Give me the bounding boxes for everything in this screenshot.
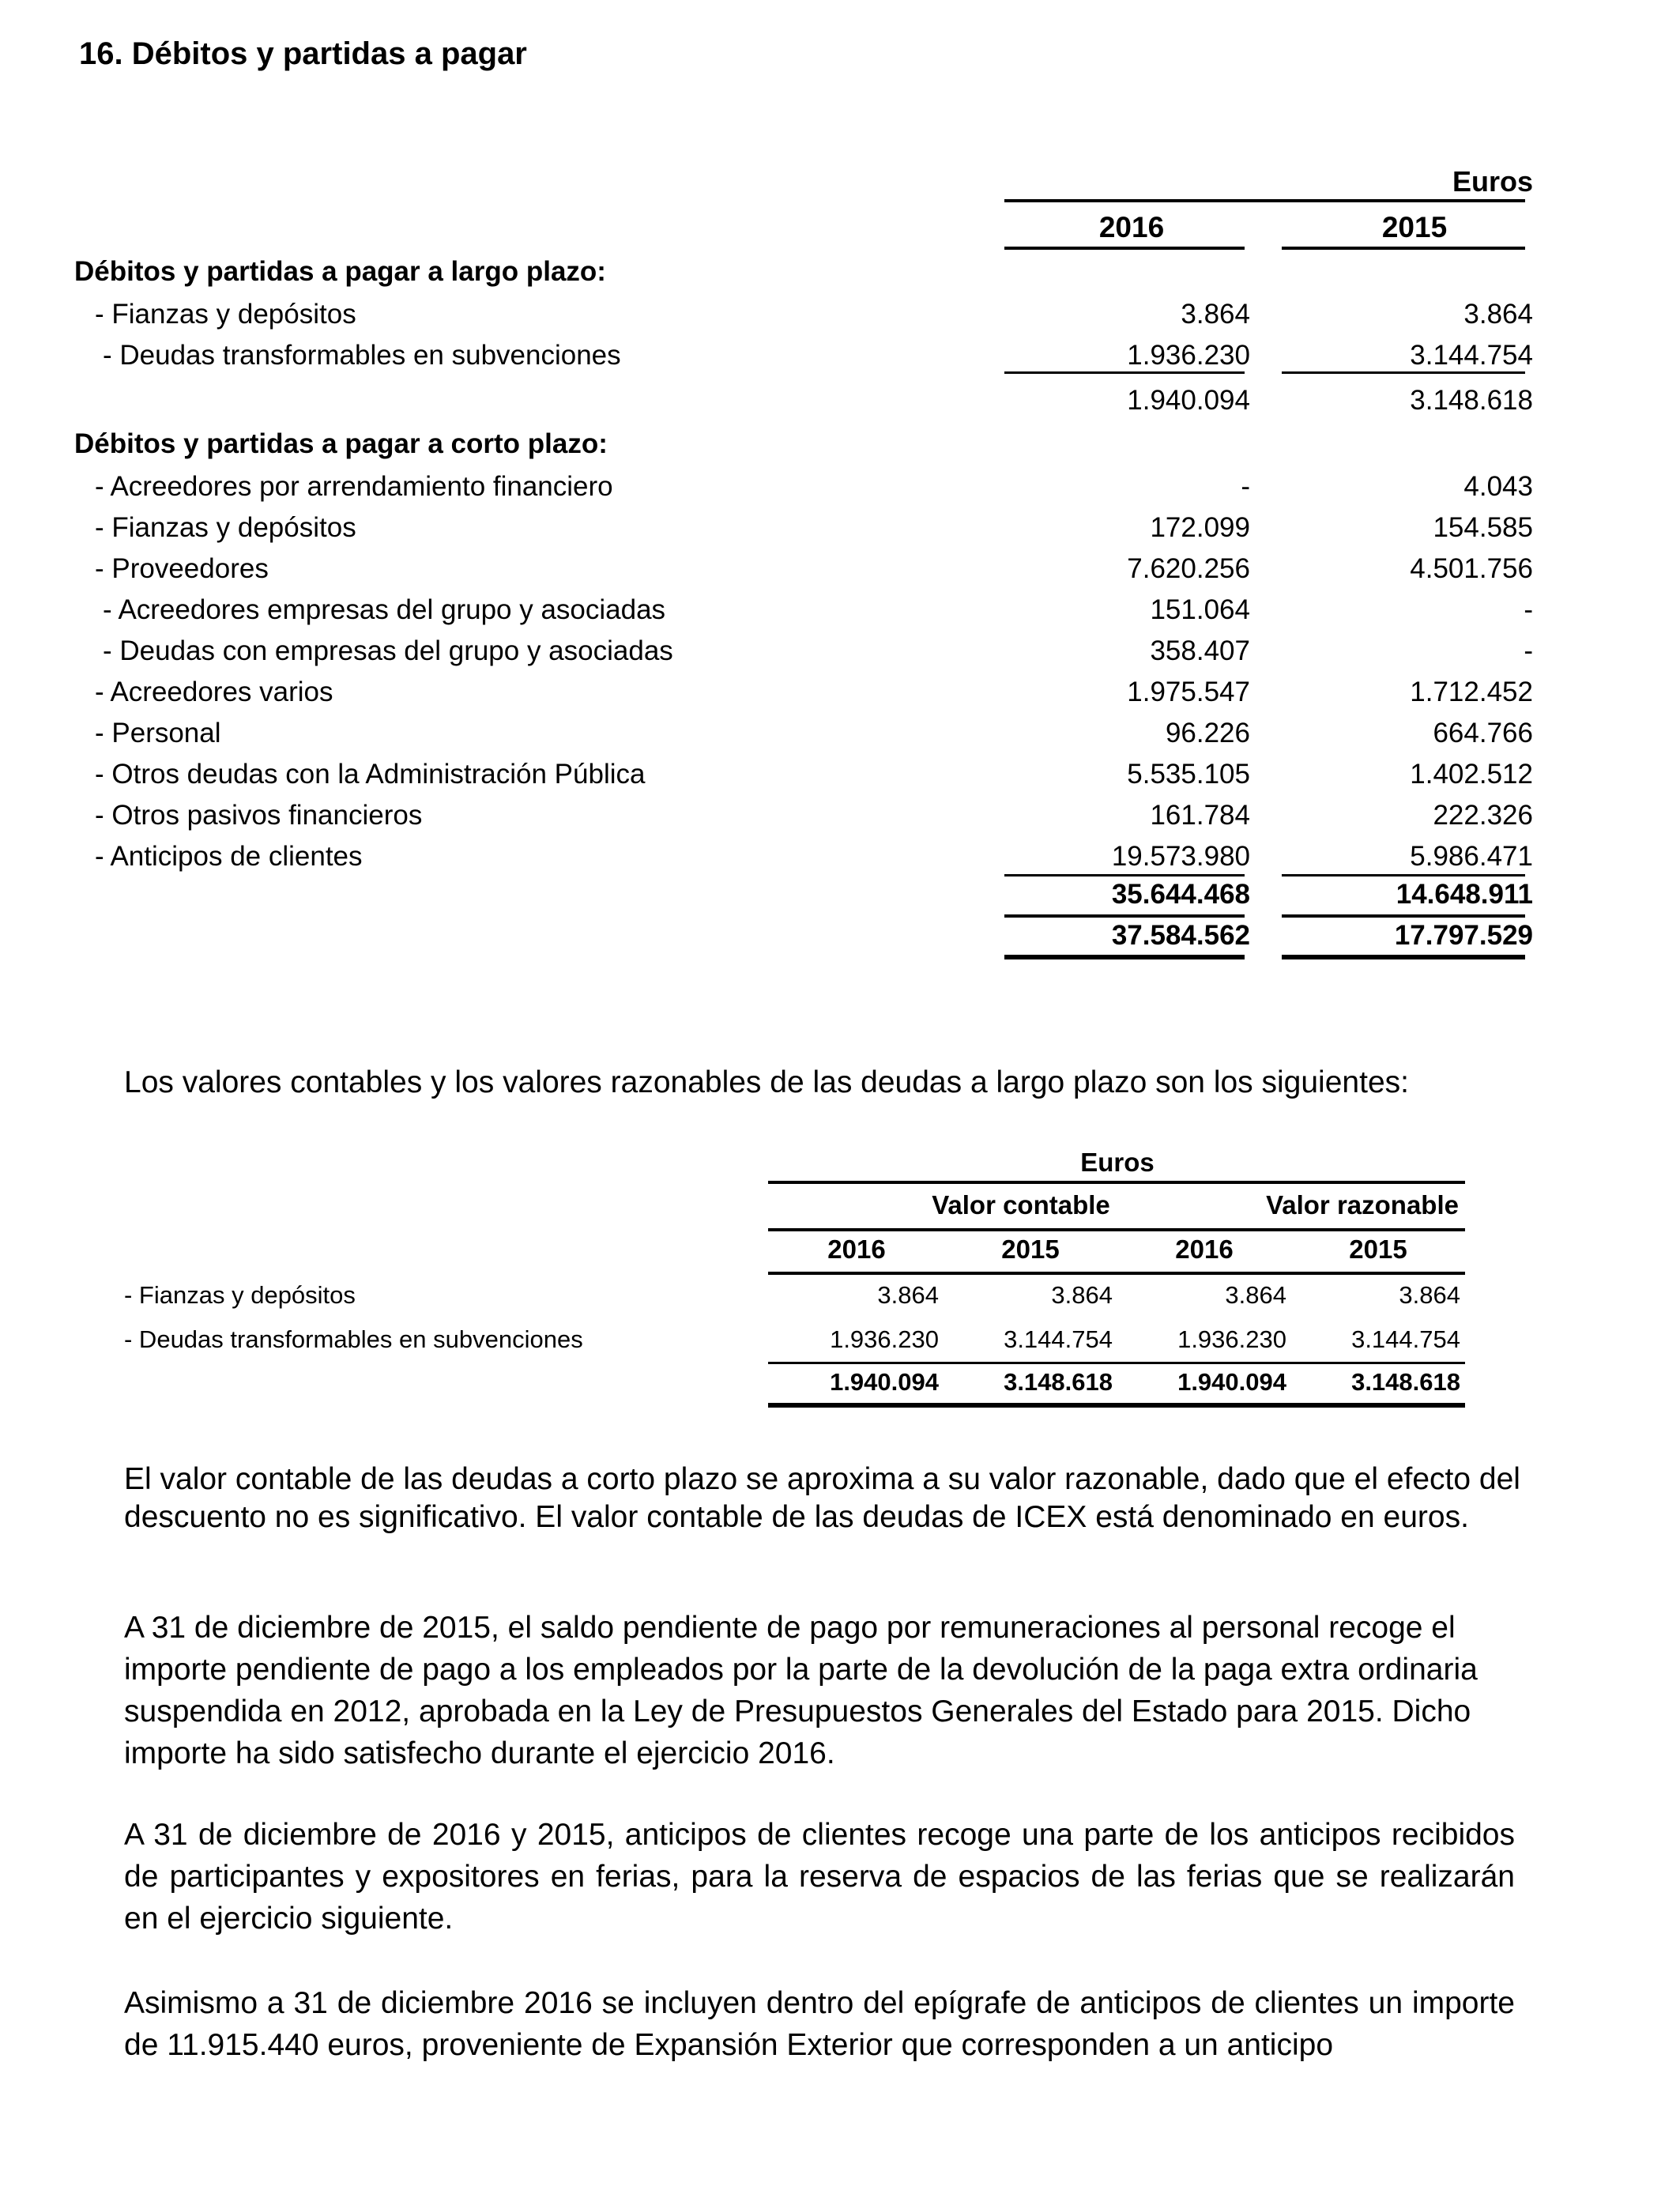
year-header: 2016	[827, 1235, 886, 1264]
paragraph-text: Asimismo a 31 de diciembre 2016 se incluyen dentro del epígrafe de anticipos de clientes un importe de 11.915.440 euros, proveniente de Expansión Exterior que corresponden a un anticipo	[124, 1986, 1515, 2062]
total-rule	[768, 1362, 1465, 1364]
total-double-rule-2016	[1004, 955, 1245, 959]
cell-2016: 5.535.105	[1127, 759, 1250, 790]
paragraph-text: A 31 de diciembre de 2015, el saldo pendiente de pago por remuneraciones al personal recoge el importe pendiente de pago a los empleados por la parte de la devolución de la paga extra ordinaria suspendida en 2012, aprobada en la Ley de Presupuestos Generales del Estado para 2015. Dicho importe ha sido satisfecho durante el ejercicio 2016.	[124, 1611, 1478, 1770]
cell-2016: 1.936.230	[1127, 340, 1250, 371]
year-header: 2015	[1001, 1235, 1060, 1264]
row-label: - Fianzas y depósitos	[95, 299, 356, 330]
paragraph-text: El valor contable de las deudas a corto plazo se aproxima a su valor razonable, dado que el efecto del descuento no es significativo. El valor contable de las deudas de ICEX está denominado en euros.	[124, 1462, 1520, 1534]
cell-2016: -	[1241, 471, 1250, 502]
year-header-2015: 2015	[1381, 211, 1448, 243]
cell-2016: 172.099	[1150, 512, 1250, 543]
row-label: - Anticipos de clientes	[95, 841, 363, 872]
cell-value: 3.864	[1399, 1281, 1460, 1309]
row-label: - Acreedores varios	[95, 677, 333, 707]
grand-total-2015: 17.797.529	[1394, 920, 1533, 951]
year-rule-2015	[1282, 247, 1525, 250]
section-title: 16. Débitos y partidas a pagar	[79, 36, 527, 71]
cell-2015: 3.864	[1463, 299, 1533, 330]
cell-2016: 1.975.547	[1127, 677, 1250, 707]
paragraph-asimismo	[124, 1982, 1515, 2066]
cell-2016: 151.064	[1150, 594, 1250, 625]
cell-value: 3.864	[1225, 1281, 1286, 1309]
long-term-heading: Débitos y partidas a pagar a largo plazo:	[74, 256, 606, 287]
row-label: - Acreedores por arrendamiento financiero	[95, 471, 613, 502]
cell-2015: 1.712.452	[1410, 677, 1533, 707]
total-value: 3.148.618	[1351, 1368, 1460, 1396]
row-label: - Acreedores empresas del grupo y asociadas	[103, 594, 666, 625]
cell-2015: 4.501.756	[1410, 553, 1533, 584]
total-double-rule-2015	[1282, 955, 1525, 959]
cell-value: 1.936.230	[830, 1325, 939, 1353]
paragraph-anticipos	[124, 1814, 1515, 1940]
row-label: - Fianzas y depósitos	[124, 1281, 356, 1309]
cell-2015: 664.766	[1433, 718, 1533, 748]
cell-2016: 161.784	[1150, 800, 1250, 831]
year-header-2016: 2016	[1098, 211, 1165, 243]
year-rule	[768, 1272, 1465, 1275]
cell-2015: 3.144.754	[1410, 340, 1533, 371]
year-header: 2015	[1349, 1235, 1407, 1264]
group-header-valor-contable: Valor contable	[932, 1190, 1110, 1220]
total-value: 3.148.618	[1004, 1368, 1113, 1396]
long-term-subtotal-2015: 3.148.618	[1410, 385, 1533, 416]
row-label: - Deudas transformables en subvenciones	[103, 340, 621, 371]
total-double-rule	[768, 1403, 1465, 1408]
cell-2015: 154.585	[1433, 512, 1533, 543]
year-rule-2016	[1004, 247, 1245, 250]
row-label: - Personal	[95, 718, 221, 748]
row-label: - Fianzas y depósitos	[95, 512, 356, 543]
cell-2016: 358.407	[1150, 635, 1250, 666]
cell-value: 3.144.754	[1004, 1325, 1113, 1353]
cell-2016: 7.620.256	[1127, 553, 1250, 584]
cell-2016: 3.864	[1181, 299, 1250, 330]
cell-2016: 19.573.980	[1111, 841, 1250, 872]
short-term-heading: Débitos y partidas a pagar a corto plazo:	[74, 428, 608, 459]
row-label: - Deudas con empresas del grupo y asociadas	[103, 635, 673, 666]
year-header: 2016	[1175, 1235, 1234, 1264]
currency-header: Euros	[1080, 1148, 1155, 1177]
header-rule	[768, 1181, 1465, 1184]
paragraph-remuneraciones	[124, 1607, 1539, 1774]
grand-total-2016: 37.584.562	[1111, 920, 1250, 951]
row-label: - Otros pasivos financieros	[95, 800, 423, 831]
group-header-valor-razonable: Valor razonable	[1266, 1190, 1459, 1220]
header-rule	[1004, 199, 1525, 202]
cell-value: 1.936.230	[1177, 1325, 1286, 1353]
total-value: 1.940.094	[830, 1368, 939, 1396]
cell-2015: -	[1524, 635, 1533, 666]
currency-header: Euros	[1452, 165, 1533, 198]
paragraph-valor-contable	[124, 1461, 1539, 1536]
cell-2015: 1.402.512	[1410, 759, 1533, 790]
cell-2015: 222.326	[1433, 800, 1533, 831]
table2-intro: Los valores contables y los valores razonables de las deudas a largo plazo son los siguientes:	[124, 1065, 1409, 1099]
group-rule	[768, 1228, 1465, 1231]
row-label: - Proveedores	[95, 553, 269, 584]
short-term-subtotal-2015: 14.648.911	[1396, 879, 1533, 910]
cell-2015: 4.043	[1463, 471, 1533, 502]
total-value: 1.940.094	[1177, 1368, 1286, 1396]
short-term-subtotal-2016: 35.644.468	[1111, 879, 1250, 910]
cell-2016: 96.226	[1165, 718, 1250, 748]
row-label: - Otros deudas con la Administración Pública	[95, 759, 646, 790]
subtotal-rule-2015	[1282, 371, 1525, 374]
subtotal-rule-2016	[1004, 371, 1245, 374]
paragraph-text: A 31 de diciembre de 2016 y 2015, anticipos de clientes recoge una parte de los anticipos recibidos de participantes y expositores en ferias, para la reserva de espacios de las ferias que se realizarán en el ejercicio siguiente.	[124, 1818, 1515, 1936]
long-term-subtotal-2016: 1.940.094	[1127, 385, 1250, 416]
cell-value: 3.864	[1051, 1281, 1113, 1309]
row-label: - Deudas transformables en subvenciones	[124, 1325, 583, 1353]
cell-value: 3.864	[877, 1281, 939, 1309]
cell-2015: 5.986.471	[1410, 841, 1533, 872]
cell-2015: -	[1524, 594, 1533, 625]
cell-value: 3.144.754	[1351, 1325, 1460, 1353]
